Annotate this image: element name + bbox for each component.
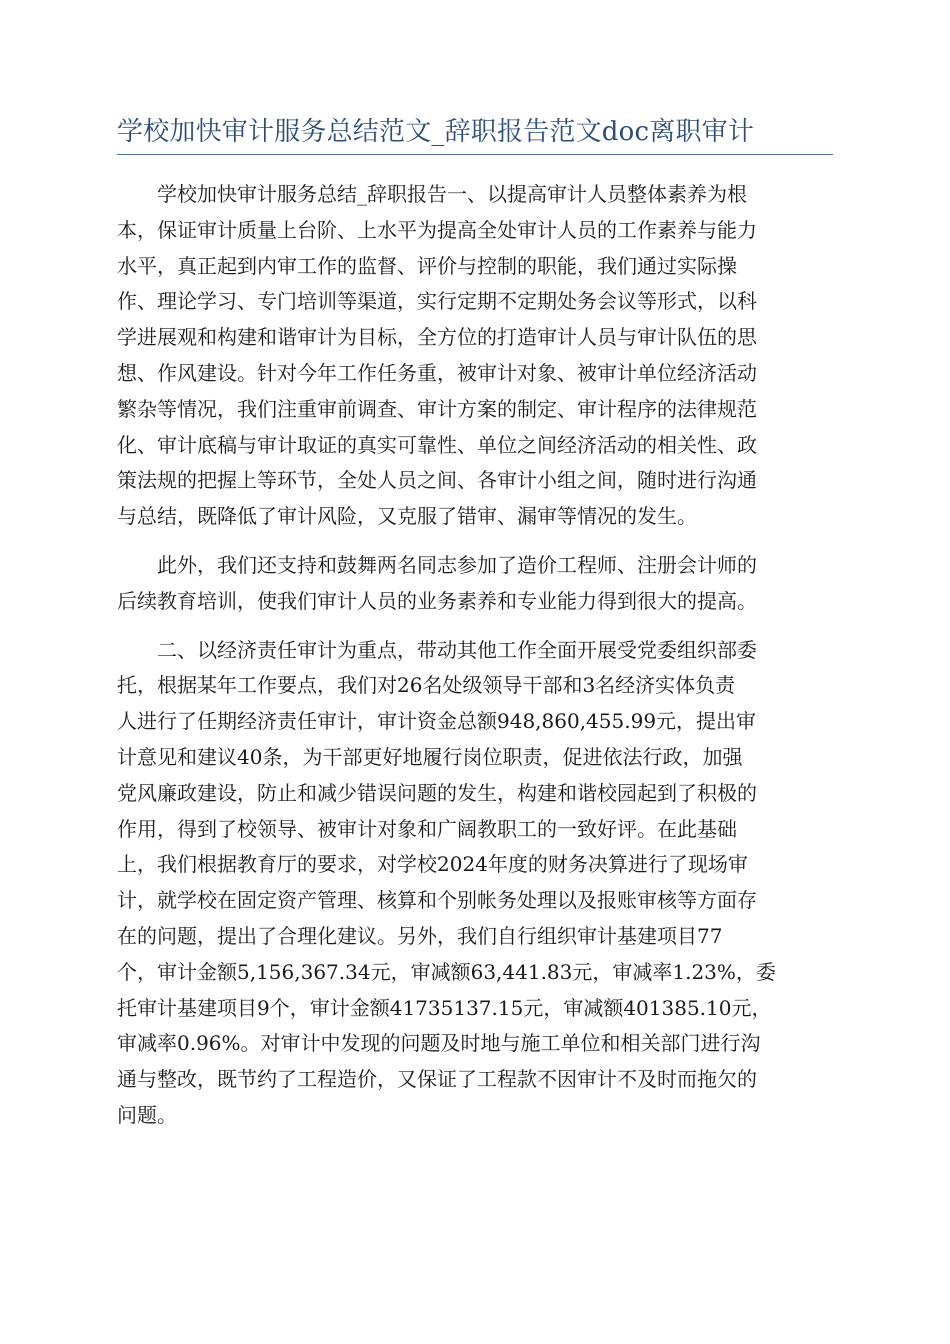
paragraph-line: 想、作风建设。针对今年工作任务重，被审计对象、被审计单位经济活动 — [117, 360, 757, 385]
paragraph-line: 计意见和建议40条，为干部更好地履行岗位职责，促进依法行政，加强 — [117, 744, 743, 769]
paragraph-1 — [117, 177, 833, 535]
paragraph-line: 此外，我们还支持和鼓舞两名同志参加了造价工程师、注册会计师的 — [157, 552, 757, 577]
paragraph-line: 繁杂等情况，我们注重审前调查、审计方案的制定、审计程序的法律规范 — [117, 396, 757, 421]
paragraph-line: 本，保证审计质量上台阶、上水平为提高全处审计人员的工作素养与能力 — [117, 217, 757, 242]
document-title: 学校加快审计服务总结范文_辞职报告范文doc离职审计 — [117, 117, 755, 147]
paragraph-line: 个，审计金额5,156,367.34元，审减额63,441.83元，审减率1.23%，委 — [117, 959, 776, 984]
paragraph-line: 与总结，既降低了审计风险，又克服了错审、漏审等情况的发生。 — [117, 504, 697, 529]
paragraph-2 — [117, 548, 833, 620]
paragraph-line: 托审计基建项目9个，审计金额41735137.15元，审减额401385.10元， — [117, 995, 772, 1020]
document-body — [117, 177, 833, 1147]
paragraph-line: 学进展观和构建和谐审计为目标，全方位的打造审计人员与审计队伍的思 — [117, 325, 757, 350]
paragraph-line: 审减率0.96%。对审计中发现的问题及时地与施工单位和相关部门进行沟 — [117, 1031, 761, 1056]
paragraph-line: 后续教育培训，使我们审计人员的业务素养和专业能力得到很大的提高。 — [117, 588, 757, 613]
paragraph-3 — [117, 633, 833, 1134]
paragraph-line: 通与整改，既节约了工程造价，又保证了工程款不因审计不及时而拖欠的 — [117, 1067, 757, 1092]
paragraph-line: 党风廉政建设，防止和减少错误问题的发生，构建和谐校园起到了积极的 — [117, 780, 757, 805]
paragraph-line: 上，我们根据教育厅的要求，对学校2024年度的财务决算进行了现场审 — [117, 852, 748, 877]
paragraph-line: 在的问题，提出了合理化建议。另外，我们自行组织审计基建项目77 — [117, 923, 723, 948]
paragraph-line: 托，根据某年工作要点，我们对26名处级领导干部和3名经济实体负责 — [117, 673, 736, 698]
paragraph-line: 二、以经济责任审计为重点，带动其他工作全面开展受党委组织部委 — [157, 637, 757, 662]
paragraph-line: 作用，得到了校领导、被审计对象和广阔教职工的一致好评。在此基础 — [117, 816, 737, 841]
paragraph-line: 策法规的把握上等环节，全处人员之间、各审计小组之间，随时进行沟通 — [117, 468, 757, 493]
paragraph-line: 化、审计底稿与审计取证的真实可靠性、单位之间经济活动的相关性、政 — [117, 432, 757, 457]
paragraph-line: 计，就学校在固定资产管理、核算和个别帐务处理以及报账审核等方面存 — [117, 888, 757, 913]
paragraph-line: 人进行了任期经济责任审计，审计资金总额948,860,455.99元，提出审 — [117, 709, 757, 734]
paragraph-line: 问题。 — [117, 1102, 177, 1127]
title-underline — [117, 154, 833, 155]
paragraph-line: 作、理论学习、专门培训等渠道，实行定期不定期处务会议等形式，以科 — [117, 289, 757, 314]
paragraph-line: 学校加快审计服务总结_辞职报告一、以提高审计人员整体素养为根 — [157, 182, 747, 206]
paragraph-line: 水平，真正起到内审工作的监督、评价与控制的职能，我们通过实际操 — [117, 253, 737, 278]
